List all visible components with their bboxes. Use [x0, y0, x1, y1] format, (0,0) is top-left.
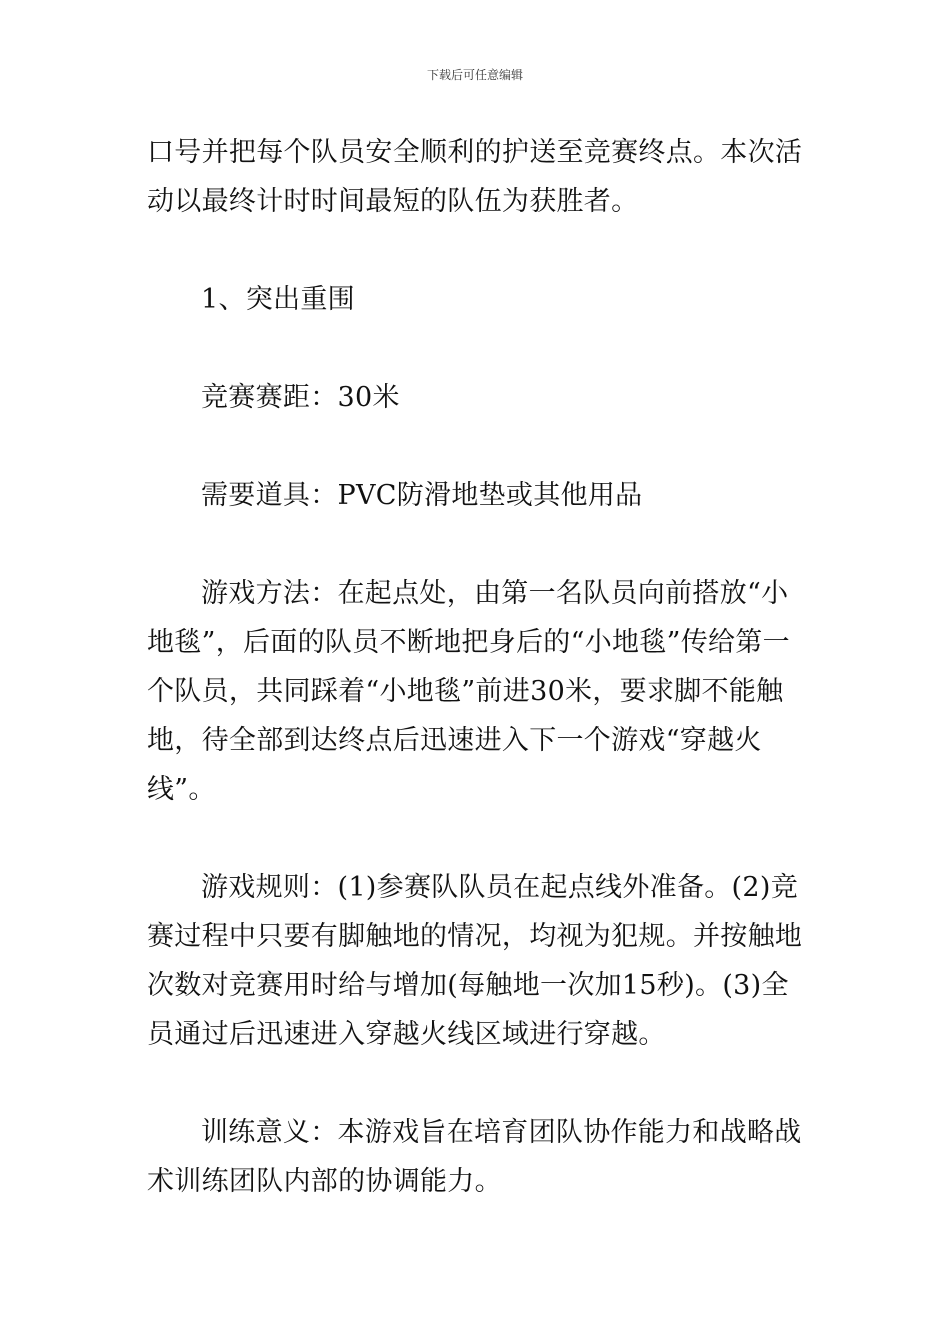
paragraph-equipment: 需要道具：PVC防滑地垫或其他用品 [201, 480, 643, 511]
paragraph-rules: 游戏规则：(1)参赛队队员在起点线外准备。(2)竞赛过程中只要有脚触地的情况，均视为犯规。并按触地次数对竞赛用时给与增加(每触地一次加15秒)。(3)全员通过后迅速进入穿越火线区域进行穿越。 [147, 872, 803, 1050]
page-header: 下载后可任意编辑 [426, 68, 523, 82]
section-heading: 1、突出重围 [201, 284, 355, 315]
paragraph-significance: 训练意义：本游戏旨在培育团队协作能力和战略战术训练团队内部的协调能力。 [147, 1117, 802, 1197]
paragraph-distance: 竞赛赛距：30米 [201, 382, 400, 413]
paragraph-continuation: 口号并把每个队员安全顺利的护送至竞赛终点。本次活动以最终计时时间最短的队伍为获胜者。 [147, 137, 803, 217]
document-body [147, 128, 812, 1206]
paragraph-method: 游戏方法：在起点处，由第一名队员向前搭放“小地毯”，后面的队员不断地把身后的“小地毯”传给第一个队员，共同踩着“小地毯”前进30米，要求脚不能触地，待全部到达终点后迅速进入下一个游戏“穿越火线”。 [147, 578, 790, 805]
